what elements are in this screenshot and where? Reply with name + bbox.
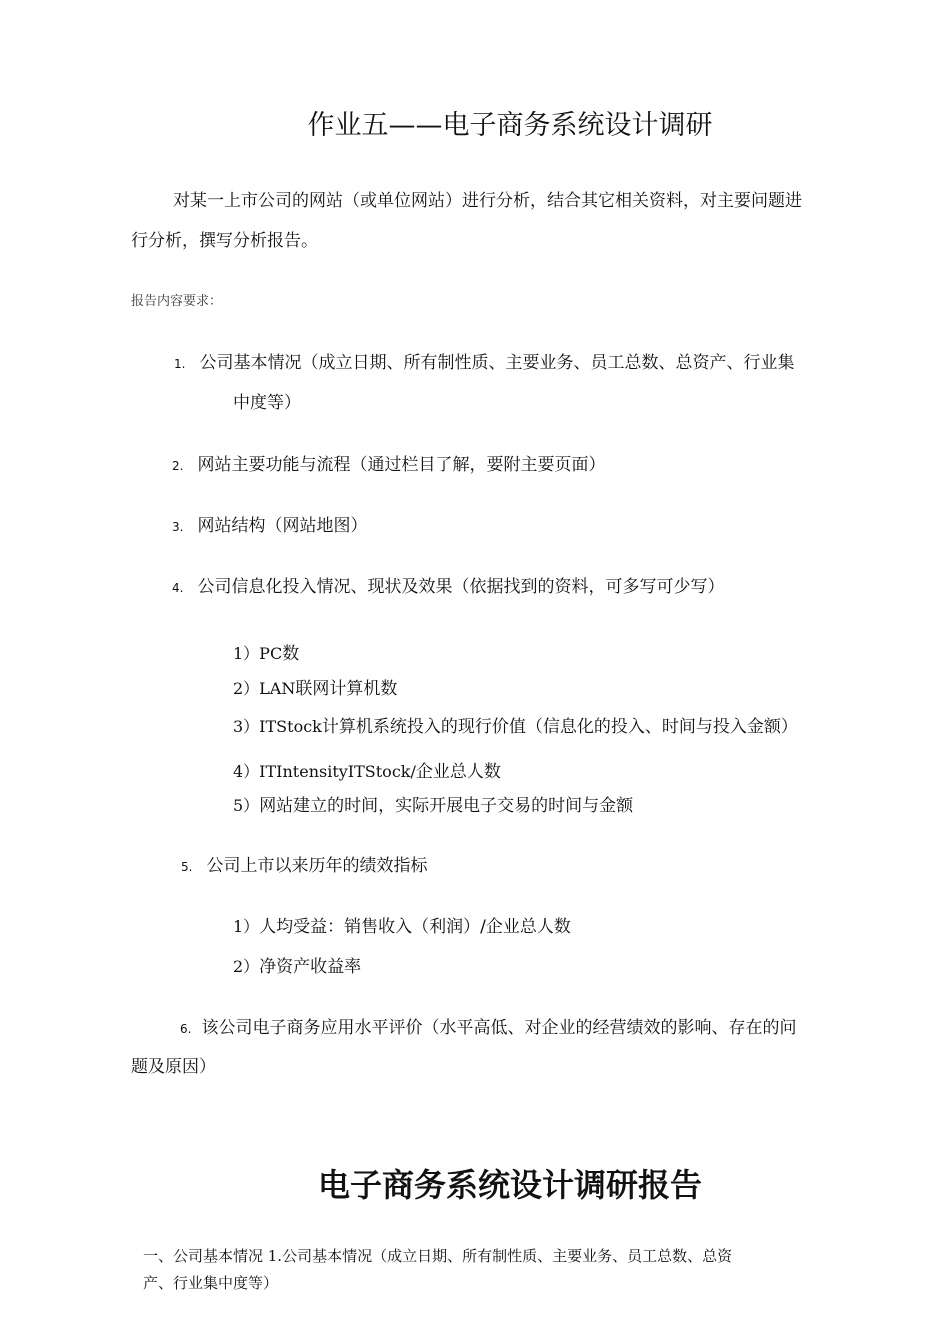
list-item-text: 网站主要功能与流程（通过栏目了解，要附主要页面）	[197, 455, 606, 475]
list-item-text: 公司信息化投入情况、现状及效果（依据找到的资料，可多写可少写）	[197, 577, 725, 597]
sub-item-4-1: 1）PC数	[233, 644, 300, 664]
list-item-6	[180, 1013, 796, 1038]
list-item-2	[172, 450, 605, 475]
page-title: 作业五——电子商务系统设计调研	[307, 110, 713, 141]
intro-line-1: 对某一上市公司的网站（或单位网站）进行分析，结合其它相关资料，对主要问题进	[173, 191, 802, 211]
list-item-4	[172, 572, 724, 597]
list-item-3	[172, 511, 367, 536]
list-item-text: 公司基本情况（成立日期、所有制性质、主要业务、员工总数、总资产、行业集	[199, 353, 795, 373]
list-number: 2.	[172, 459, 184, 473]
list-item-text: 该公司电子商务应用水平评价（水平高低、对企业的经营绩效的影响、存在的问	[201, 1018, 797, 1038]
list-number: 1.	[174, 357, 186, 371]
list-item-6-cont: 题及原因）	[131, 1057, 216, 1077]
sub-item-4-5: 5）网站建立的时间，实际开展电子交易的时间与金额	[233, 796, 634, 816]
sub-item-5-1: 1）人均受益：销售收入（利润）/企业总人数	[233, 917, 571, 937]
requirements-heading: 报告内容要求：	[131, 294, 223, 309]
list-item-text: 公司上市以来历年的绩效指标	[206, 856, 428, 876]
list-item-1-cont: 中度等）	[233, 393, 301, 413]
sub-item-4-4: 4）ITIntensityITStock/企业总人数	[233, 762, 501, 782]
list-number: 4.	[172, 581, 184, 595]
section-1-line-2: 产、行业集中度等）	[143, 1274, 279, 1292]
intro-line-2: 行分析，撰写分析报告。	[131, 231, 318, 251]
sub-item-4-2: 2）LAN联网计算机数	[233, 679, 398, 699]
list-item-text: 网站结构（网站地图）	[197, 516, 368, 536]
list-number: 5.	[181, 860, 193, 874]
sub-item-4-3: 3）ITStock计算机系统投入的现行价值（信息化的投入、时间与投入金额）	[233, 717, 798, 737]
section-1-line-1: 一、公司基本情况 1.公司基本情况（成立日期、所有制性质、主要业务、员工总数、总资	[143, 1247, 733, 1265]
list-number: 6.	[180, 1022, 192, 1036]
report-title: 电子商务系统设计调研报告	[317, 1166, 702, 1204]
list-number: 3.	[172, 520, 184, 534]
list-item-1	[174, 348, 794, 373]
list-item-5	[181, 851, 427, 876]
sub-item-5-2: 2）净资产收益率	[233, 957, 362, 977]
